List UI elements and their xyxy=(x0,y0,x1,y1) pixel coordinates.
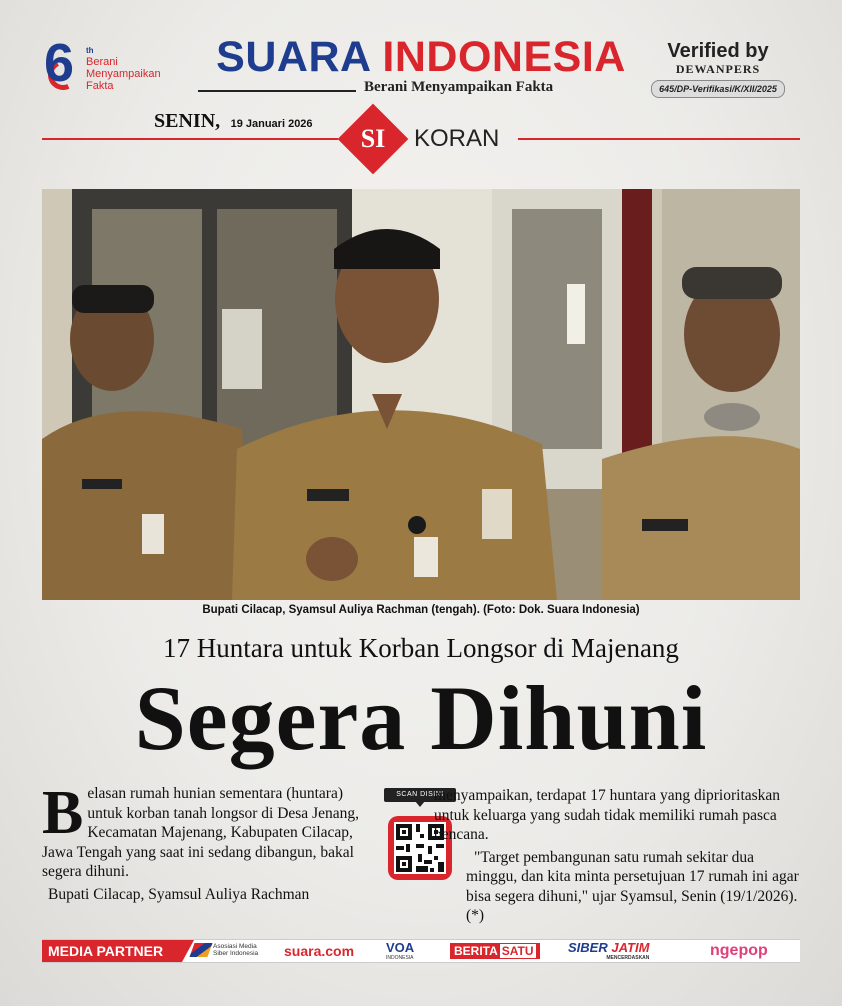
article-paragraph-3: menyampaikan, terdapat 17 huntara yang diprioritaskan untuk keluarga yang sudah tidak memiliki rumah pasca bencana. xyxy=(434,787,781,843)
masthead-word-suara: SUARA xyxy=(216,33,370,81)
verified-title: Verified by xyxy=(667,40,769,62)
dateline-date: 19 Januari 2026 xyxy=(230,118,313,130)
amsi-mark-icon xyxy=(189,943,212,957)
article-paragraph-1: elasan rumah hunian sementara (huntara) untuk korban tanah longsor di Desa Jenang, Kecamatan Majenang, Kabupaten Cilacap, Jawa Tengah yang saat ini sedang dibangun, bakal segera dihuni. xyxy=(42,785,359,880)
masthead-rule xyxy=(198,90,356,92)
partner-logo-suara[interactable]: suara.com xyxy=(284,943,355,959)
article-paragraph-2: Bupati Cilacap, Syamsul Auliya Rachman xyxy=(48,885,310,903)
photo-illustration xyxy=(42,189,800,600)
header-rule-left xyxy=(42,138,338,140)
masthead-word-indonesia: INDONESIA xyxy=(382,33,626,81)
anniversary-logo xyxy=(44,33,184,98)
article-column-right xyxy=(434,786,800,926)
masthead-title xyxy=(196,32,646,82)
verified-code: 645/DP-Verifikasi/K/XII/2025 xyxy=(651,80,785,98)
scan-label: SCAN DISINI xyxy=(384,788,456,802)
partner-logo-siberjatim[interactable]: SIBER JATIM MENCERDASKAN xyxy=(568,940,650,961)
article-paragraph-4: "Target pembangunan satu rumah sekitar dua minggu, dan kita minta persetujuan 17 rumah ini agar bisa segera dihuni," ujar Syamsul, Senin (19/1/2026). (*) xyxy=(466,848,799,924)
photo-caption: Bupati Cilacap, Syamsul Auliya Rachman (tengah). (Foto: Dok. Suara Indonesia) xyxy=(202,604,640,616)
media-partner-title: MEDIA PARTNER xyxy=(42,940,182,962)
anniversary-tagline: Berani Menyampaikan Fakta xyxy=(86,56,161,92)
section-label: KORAN xyxy=(414,125,500,152)
media-partner-bar xyxy=(42,939,800,963)
article-kicker: 17 Huntara untuk Korban Longsor di Majenang xyxy=(163,633,679,663)
header-rule-right xyxy=(518,138,800,140)
dateline xyxy=(154,110,313,133)
partner-logo-amsi[interactable]: Asosiasi Media Siber Indonesia xyxy=(192,940,271,962)
dropcap-letter: B xyxy=(42,779,84,847)
partner-logo-beritasatu[interactable]: BERITA SATU xyxy=(450,943,540,959)
partner-logo-ngepop[interactable]: ngepop xyxy=(710,942,768,959)
masthead-slogan: Berani Menyampaikan Fakta xyxy=(364,79,554,95)
masthead xyxy=(196,32,646,95)
article-photo xyxy=(42,189,800,600)
anniversary-number: 6 xyxy=(44,33,75,93)
si-badge-text: SI xyxy=(360,124,386,153)
anniversary-suffix: th xyxy=(86,46,94,55)
verified-org: DEWANPERS xyxy=(675,62,761,76)
partner-logo-voa[interactable]: VOA INDONESIA xyxy=(386,940,415,961)
verification-seal xyxy=(636,40,800,98)
article-headline: Segera Dihuni xyxy=(134,667,708,769)
article-column-left xyxy=(42,779,374,904)
dateline-day: SENIN, xyxy=(154,110,221,132)
